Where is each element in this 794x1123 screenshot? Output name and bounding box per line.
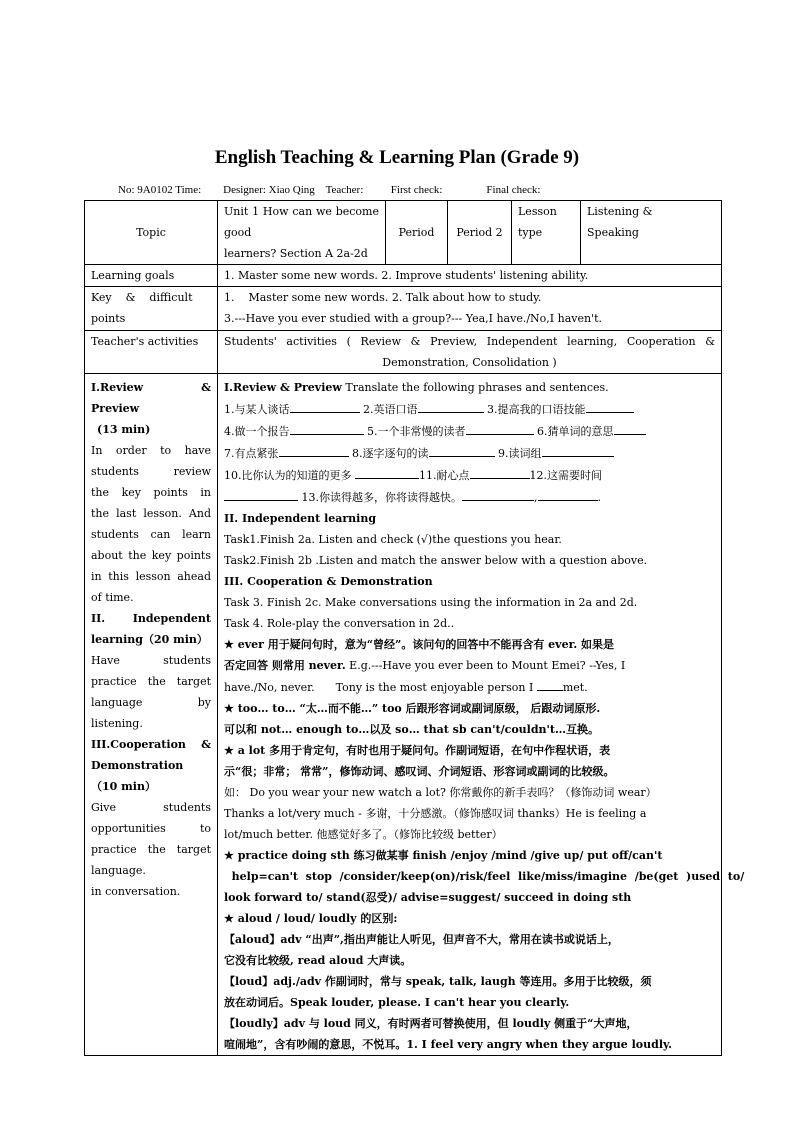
note-too-2: 可以和 not… enough to…以及 so… that sb can't/couldn't…互换。 [224,723,599,736]
section-review-preview: I.Review & Preview Translate the following phrases and sentences. [224,381,609,394]
teacher-activities-column: I.Review & Preview (13 min) In order to have students review the key points in the last lesson. And students can learn about the key points in this lesson ahead of time. II. Independent learning（20 min） Have students practice the target language by listening. III.Cooperation & Demonstration （10 min） Give students opportunities to practice the target language. in conversation. [85,374,218,1056]
note-loud-2: 放在动词后。Speak louder, please. I can't hear you clearly. [224,996,570,1009]
student-activities-column [218,374,745,1056]
note-alot-4: Thanks a lot/very much - 多谢，十分感激。（修饰感叹词 thanks）He is feeling a [224,807,647,820]
student-activities-label: Students' activities ( Review & Preview, Independent learning, Cooperation & Demonstration, Consolidation ) [218,331,722,374]
main-content-row [85,374,722,1056]
note-aloud-heading: ★ aloud / loud/ loudly 的区别: [224,912,398,925]
document-meta-line: No: 9A0102 Time: Designer: Xiao Qing Teacher: First check: Final check: [118,184,541,196]
topic-value: Unit 1 How can we become good learners? Section A 2a-2d [218,201,386,265]
note-aloud-2: 它没有比较级, read aloud 大声读。 [224,954,412,967]
translate-row-1: 1.与某人谈话 2.英语口语 3.提高我的口语技能 [224,398,715,420]
topic-row [85,201,722,265]
page-title: English Teaching & Learning Plan (Grade 9) [214,147,580,168]
note-practice-1: ★ practice doing sth 练习做某事 finish /enjoy /mind /give up/ put off/can't [224,849,663,862]
activities-header-row [85,331,722,374]
learning-goals-row [85,265,722,287]
lesson-type-label: Lesson type [512,201,581,265]
key-points-row [85,287,722,331]
task-1: Task1.Finish 2a. Listen and check (√)the questions you hear. [224,533,562,546]
section-cooperation: III. Cooperation & Demonstration [224,575,433,588]
learning-goals-label: Learning goals [85,265,218,287]
note-practice-3: look forward to/ stand(忍受)/ advise=suggest/ succeed in doing sth [224,891,632,904]
note-loud-1: 【loud】adj./adv 作副词时，常与 speak, talk, laugh 等连用。多用于比较级，须 [224,975,652,988]
key-points-value: 1. Master some new words. 2. Talk about how to study. 3.---Have you ever studied with a group?--- Yea,I have./No,I haven't. [218,287,722,331]
translate-row-2: 4.做一个报告 5.一个非常慢的读者 6.猜单词的意思 [224,420,715,442]
note-alot-3: 如： Do you wear your new watch a lot? 你常戴你的新手表吗？（修饰动词 wear） [224,786,657,799]
teacher-activities-label: Teacher's activities [85,331,218,374]
note-ever-2: 否定回答 则常用 never. E.g.---Have you ever been to Mount Emei? --Yes, I [224,659,626,672]
note-practice-2: help=can't stop /consider/keep(on)/risk/feel like/miss/imagine /be(get )used to/ [224,870,745,883]
topic-label: Topic [85,201,218,265]
section-independent-learning: II. Independent learning [224,512,377,525]
translate-row-3: 7.有点紧张 8.逐字逐句的读 9.读词组 [224,442,715,464]
lesson-type-value: Listening & Speaking [581,201,722,265]
plan-table [84,200,745,1056]
learning-goals-value: 1. Master some new words. 2. Improve students' listening ability. [218,265,722,287]
translate-row-5: 13.你读得越多，你将读得越快。 , . [224,486,715,508]
note-ever-3: have./No, never. Tony is the most enjoyable person I met. [224,676,715,698]
note-aloud-1: 【aloud】adv “出声”,指出声能让人听见，但声音不大，常用在读书或说话上， [224,933,619,946]
note-loudly-2: 喧闹地”，含有吵闹的意思，不悦耳。1. I feel very angry when they argue loudly. [224,1038,672,1051]
note-ever-1: ★ ever 用于疑问句时，意为“曾经”。该问句的回答中不能再含有 ever. 如果是 [224,638,615,651]
key-points-label: Key & difficult points [85,287,218,331]
period-label: Period [386,201,448,265]
note-too-1: ★ too… to… “太…而不能…” too 后跟形容词或副词原级， 后跟动词原形. [224,702,601,715]
period-value: Period 2 [448,201,512,265]
task-3: Task 3. Finish 2c. Make conversations using the information in 2a and 2d. [224,596,638,609]
translate-row-4: 10.比你认为的知道的更多 11.耐心点 12.这需要时间 [224,464,715,486]
note-loudly-1: 【loudly】adv 与 loud 同义，有时两者可替换使用，但 loudly 侧重于“大声地， [224,1017,638,1030]
note-alot-5: lot/much better. 他感觉好多了。（修饰比较级 better） [224,828,503,841]
task-2: Task2.Finish 2b .Listen and match the answer below with a question above. [224,554,648,567]
note-alot-2: 示“很；非常； 常常”，修饰动词、感叹词、介词短语、形容词或副词的比较级。 [224,765,615,778]
task-4: Task 4. Role-play the conversation in 2d.. [224,617,455,630]
note-alot-1: ★ a lot 多用于肯定句，有时也用于疑问句。作副词短语，在句中作程状语，表 [224,744,611,757]
